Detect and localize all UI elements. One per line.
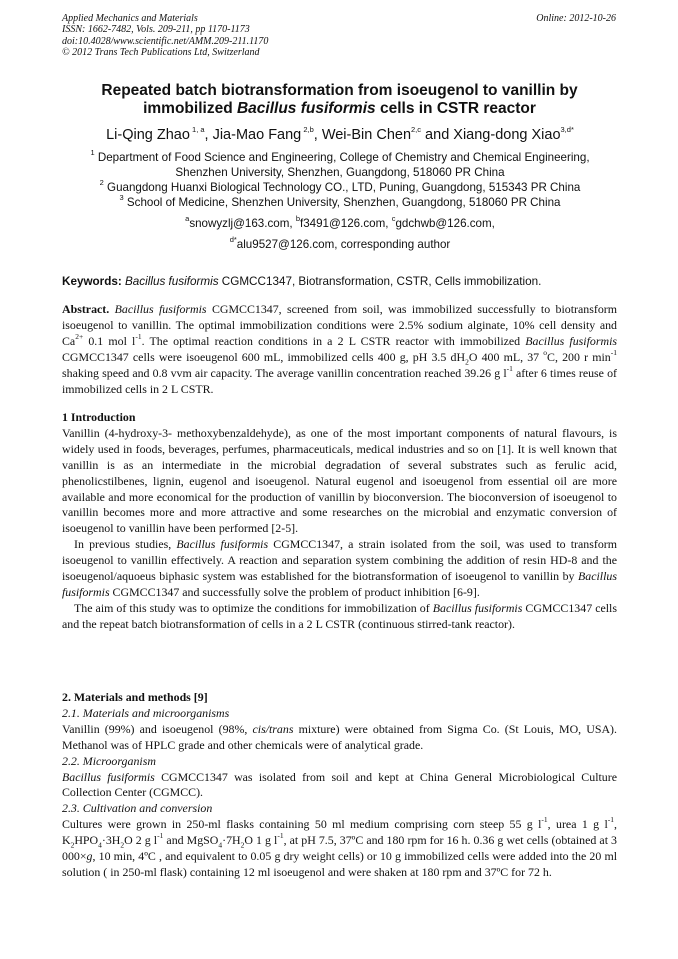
materials-paragraph: Vanillin (99%) and isoeugenol (98%, cis/trans mixture) were obtained from Sigma Co. (St Louis, MO, USA). Methanol was of HPLC grade and other chemicals were of analytical grade. (62, 721, 617, 752)
section-heading-methods: 2. Materials and methods [9] (62, 690, 208, 704)
journal-header (62, 13, 617, 58)
subsection-2-1: 2.1. Materials and microorganisms (62, 705, 230, 720)
subsection-2-2: 2.2. Microorganism (62, 753, 156, 768)
online-date: Online: 2012-10-26 (536, 13, 616, 24)
intro-paragraph-2: In previous studies, Bacillus fusiformis CGMCC1347, a strain isolated from the soil, was used to transform isoeugenol to vanillin effectively. A reaction and separation system combining the addition of resin HD-8 and the isoeugenol/aquoeus biphasic system was established for the biotransformation of isoeugenol to vanillin by Bacillus fusiformis CGMCC1347 and successfully solve the problem of product inhibition [6-9]. (62, 537, 617, 599)
section-heading-introduction: 1 Introduction (62, 410, 136, 424)
subsection-2-3: 2.3. Cultivation and conversion (62, 801, 213, 816)
methods-section (62, 690, 617, 881)
title-line-1: Repeated batch biotransformation from isoeugenol to vanillin by (101, 82, 578, 99)
keywords: Keywords: Bacillus fusiformis CGMCC1347, Biotransformation, CSTR, Cells immobilization. (62, 275, 542, 288)
cultivation-paragraph: Cultures were grown in 250-ml flasks containing 50 ml medium comprising corn steep 55 g $l^{-1}$, urea 1 g $l^{-1}$, $K_2HPO_4\cdot 3H_2O$ 2 g $l^{-1}$ and $MgSO_4\cdot 7H_2O$ 1 g $l^{-1}$, at pH 7.5, 37ºC and 180 rpm for 16 h. 0.36 g wet cells (obtained at 3 000×g, 10 min, 4ºC , and equivalent to 0.05 g dry weight cells) or 10 g immobilized cells were added into the 20 ml solution ( in 250-ml flask) containing 12 ml isoeugenol and were shaken at 180 rpm and 37ºC for 72 h. (62, 815, 617, 879)
email-line-1: $^a$snowyzlj@163.com, $^b$f3491@126.com, $^c$gdchwb@126.com, (185, 214, 495, 230)
intro-paragraph-1: Vanillin (4-hydroxy-3- methoxybenzaldehyde), as one of the most important components of natural flavours, is widely used in foods, beverages, perfumes, pharmaceuticals, medical industries and so on [1]. It is well known that vanillin is as an intermediate in the microbial degradation of several substrates such as ferulic acid, phenolicstilbenes, lignin, eugenol and isoeugenol. Natural eugenol and isoeugenol from essential oil are more available and more economical for the production of vanillin by bioconversion. The bioconversion of isoeugenol to vanillin becomes more and more attractive and some researches on the microbial and enzymatic conversion of isoeugenol to vanillin have been performed [2-5]. (62, 425, 617, 536)
email-line-2: $^{d*}$alu9527@126.com, corresponding author (229, 235, 451, 251)
journal-name: Applied Mechanics and Materials (62, 13, 198, 24)
affiliation-1: $^1$ Department of Food Science and Engineering, College of Chemistry and Chemical Engineering, Shenzhen University, Shenzhen, Guangdong, 518060 PR China (90, 148, 590, 179)
issn-line: ISSN: 1662-7482, Vols. 209-211, pp 1170-1173 (62, 24, 250, 36)
abstract: Abstract. Bacillus fusiformis CGMCC1347, screened from soil, was immobilized successfully to biotransform isoeugenol to vanillin. The optimal immobilization conditions were 2.5% sodium alginate, 10% cell density and $Ca^{2+}$ 0.1 mol $l^{-1}$. The optimal reaction conditions in a 2 L CSTR reactor with immobilized Bacillus fusiformis CGMCC1347 cells were isoeugenol 600 mL, immobilized cells 400 g, pH 3.5 $dH_2O$ 400 mL, 37 $^o$C, 200 r $\min^{-1}$ shaking speed and 0.8 vvm air capacity. The average vanillin concentration reached 39.26 g $l^{-1}$ after 6 times reuse of immobilized cells in 2 L CSTR. (62, 302, 617, 396)
microorganism-paragraph: Bacillus fusiformis CGMCC1347 was isolated from soil and kept at China General Microbiological Culture Collection Center (CGMCC). (62, 769, 617, 800)
paper-title (62, 82, 617, 118)
intro-paragraph-3: The aim of this study was to optimize the conditions for immobilization of Bacillus fusiformis CGMCC1347 cells and the repeat batch biotransformation of cells in a 2 L CSTR (continuous stirred-tank reactor). (62, 600, 617, 631)
author-list: Li-Qing Zhao $^{1, a}$, Jia-Mao Fang $^{2,b}$, Wei-Bin Chen$^{2,c}$ and Xiang-dong Xiao$^{3,d*}$ (106, 125, 574, 143)
introduction-section (62, 410, 617, 633)
doi-line: doi:10.4028/www.scientific.net/AMM.209-211.1170 (62, 35, 269, 47)
affiliation-2: $^2$ Guangdong Huanxi Biological Technology CO., LTD, Puning, Guangdong, 515343 PR China (99, 178, 581, 194)
affiliation-3: $^3$ School of Medicine, Shenzhen University, Shenzhen, Guangdong, 518060 PR China (119, 193, 561, 209)
title-line-2: immobilized Bacillus fusiformis cells in CSTR reactor (143, 100, 536, 117)
copyright-line: © 2012 Trans Tech Publications Ltd, Switzerland (62, 46, 260, 58)
